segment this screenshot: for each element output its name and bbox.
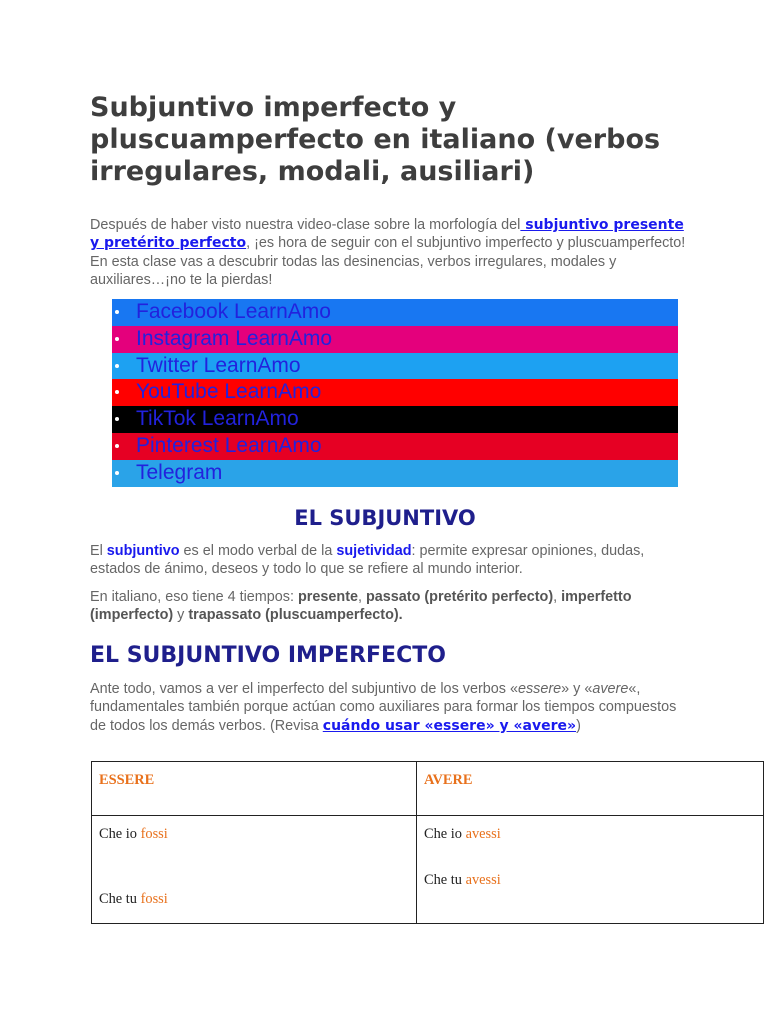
social-link-youtube[interactable] bbox=[112, 379, 678, 406]
subject-tu: Che tu bbox=[99, 891, 141, 907]
bullet-icon bbox=[115, 471, 119, 475]
conjugation-line bbox=[92, 816, 416, 844]
keyword-subjuntivo: subjuntivo bbox=[106, 543, 180, 559]
bullet-icon bbox=[115, 444, 119, 448]
bullet-icon bbox=[115, 364, 119, 368]
social-link-label: Telegram bbox=[136, 460, 223, 484]
social-link-twitter[interactable] bbox=[112, 353, 678, 380]
social-link-label: Instagram LearnAmo bbox=[136, 326, 333, 350]
bullet-icon bbox=[115, 337, 119, 341]
section-heading-subjuntivo: EL SUBJUNTIVO bbox=[294, 506, 476, 530]
intro-text-after: , ¡es hora de seguir con el subjuntivo imperfecto y pluscuamperfecto! En esta clase vas a descubrir todas las desinencias, verbos irregulares, modales y auxiliares…¡no te la pierdas! bbox=[90, 235, 686, 289]
table-cell-avere bbox=[417, 816, 764, 924]
explanation-text: ) bbox=[576, 717, 581, 734]
conjugation-line bbox=[417, 816, 763, 844]
table-header-row bbox=[92, 762, 764, 816]
definition-text: : permite expresar opiniones, dudas, estados de ánimo, deseos y todo lo que se refiere al mundo interior. bbox=[90, 543, 645, 578]
tenses-text: , bbox=[553, 589, 562, 605]
definition-text: es el modo verbal de la bbox=[179, 543, 337, 559]
table-cell-essere bbox=[92, 816, 417, 924]
tenses-text: En italiano, eso tiene 4 tiempos: bbox=[90, 589, 298, 605]
definition-text: El bbox=[90, 543, 107, 559]
social-link-facebook[interactable] bbox=[112, 299, 678, 326]
verb-form: avessi bbox=[465, 826, 501, 842]
verb-form: avessi bbox=[465, 872, 501, 888]
explanation-text: «, fundamentales también porque actúan como auxiliares para formar los tiempos compuestos de todos los demás verbos. (Revisa bbox=[90, 681, 677, 734]
tense-trapassato: trapassato (pluscuamperfecto). bbox=[188, 607, 403, 624]
table-row bbox=[92, 816, 764, 924]
social-links-list bbox=[112, 299, 678, 487]
tense-imperfetto: imperfetto (imperfecto) bbox=[90, 589, 632, 624]
bullet-icon bbox=[115, 417, 119, 421]
tense-presente: presente bbox=[298, 589, 358, 605]
tense-passato: passato (pretérito perfecto) bbox=[366, 589, 554, 605]
social-link-label: Twitter LearnAmo bbox=[136, 353, 301, 377]
tenses-paragraph bbox=[90, 588, 690, 625]
verb-form: fossi bbox=[140, 826, 168, 842]
subject-io: Che io bbox=[99, 826, 141, 842]
conjugation-line bbox=[417, 844, 763, 890]
verb-avere: avere bbox=[592, 681, 629, 697]
social-link-label: YouTube LearnAmo bbox=[136, 380, 322, 404]
intro-paragraph bbox=[90, 216, 690, 290]
section-heading-imperfecto: EL SUBJUNTIVO IMPERFECTO bbox=[90, 643, 446, 668]
subject-tu: Che tu bbox=[424, 872, 466, 888]
bullet-icon bbox=[115, 310, 119, 314]
tenses-text: y bbox=[173, 607, 189, 624]
keyword-sujetividad: sujetividad bbox=[336, 543, 412, 559]
subjuntivo-definition bbox=[90, 542, 690, 579]
subject-io: Che io bbox=[424, 826, 466, 842]
table-header-cell bbox=[417, 762, 764, 816]
subjuntivo-presente-link[interactable]: subjuntivo presente y pretérito perfecto bbox=[90, 217, 684, 252]
table-header-cell bbox=[92, 762, 417, 816]
article-title: Subjuntivo imperfecto y pluscuamperfecto en italiano (verbos irregulares, modali, ausiliari) bbox=[90, 92, 661, 187]
tenses-text: , bbox=[358, 589, 366, 605]
verb-form: fossi bbox=[140, 891, 168, 907]
social-link-instagram[interactable] bbox=[112, 326, 678, 353]
explanation-text: » y « bbox=[561, 681, 593, 697]
explanation-text: Ante todo, vamos a ver el imperfecto del subjuntivo de los verbos « bbox=[90, 681, 518, 697]
social-link-pinterest[interactable] bbox=[112, 433, 678, 460]
header-essere: ESSERE bbox=[99, 772, 155, 788]
intro-text-before: Después de haber visto nuestra video-clase sobre la morfología del bbox=[90, 217, 521, 233]
imperfecto-explanation bbox=[90, 680, 690, 735]
social-link-tiktok[interactable] bbox=[112, 406, 678, 433]
social-link-label: TikTok LearnAmo bbox=[136, 407, 299, 431]
verb-essere: essere bbox=[517, 681, 562, 697]
social-link-label: Pinterest LearnAmo bbox=[136, 433, 322, 457]
bullet-icon bbox=[115, 390, 119, 394]
social-link-telegram[interactable] bbox=[112, 460, 678, 487]
conjugation-line bbox=[92, 844, 416, 909]
essere-avere-link[interactable]: cuándo usar «essere» y «avere» bbox=[322, 717, 577, 734]
conjugation-table bbox=[91, 761, 764, 924]
header-avere: AVERE bbox=[424, 772, 473, 788]
social-link-label: Facebook LearnAmo bbox=[136, 300, 331, 323]
